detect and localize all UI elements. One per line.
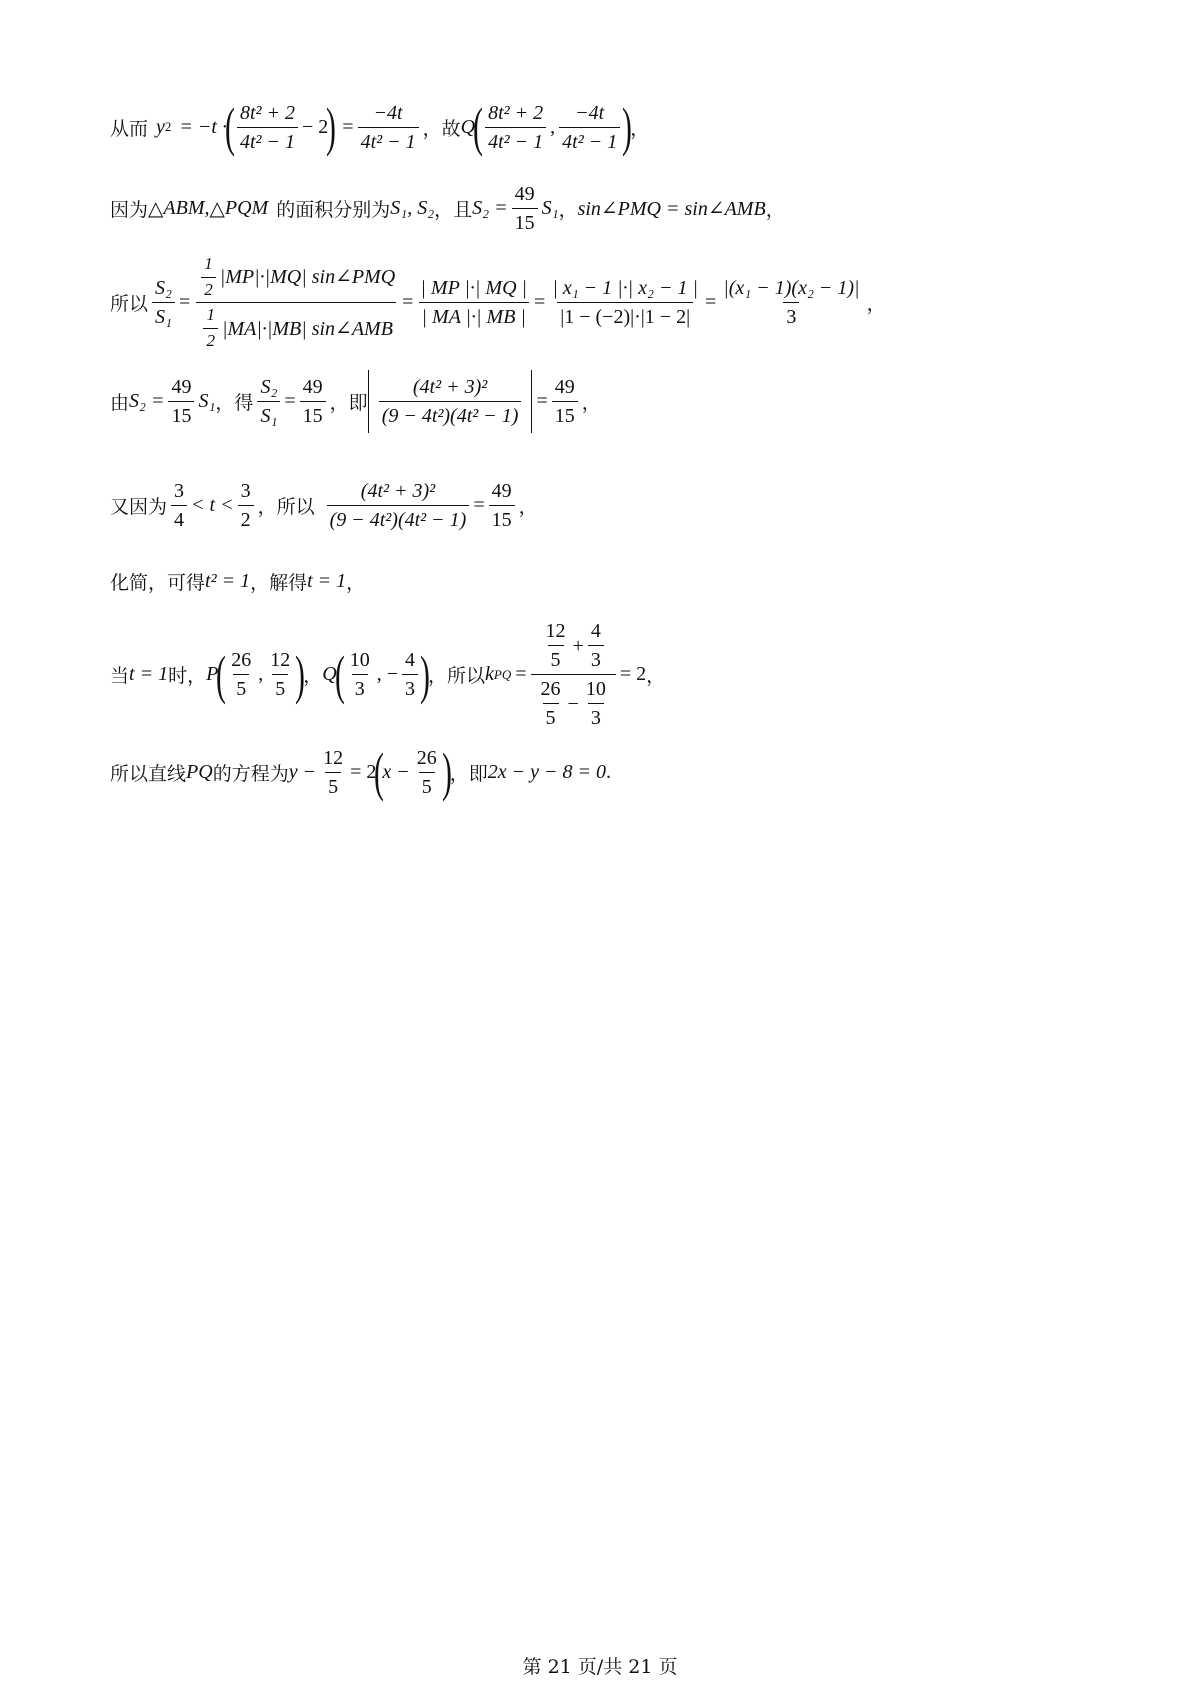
text: ， <box>866 293 886 316</box>
var-Q: Q <box>460 115 476 138</box>
line-2-areas <box>110 183 785 234</box>
text: ， <box>646 665 666 687</box>
math-text: − <box>567 692 579 715</box>
math-text: = <box>534 291 546 314</box>
text: ， <box>765 199 785 221</box>
math-text: = <box>515 663 527 685</box>
math-text: = <box>402 291 414 314</box>
math-text: = <box>473 494 485 516</box>
fraction: $\frac{\text{(4t² + 3)²}}{\text{(9 − 4t²)(4t² − 1)}}$ <box>379 376 522 427</box>
text: 时， <box>168 665 207 687</box>
fraction: $\frac{26}{5}$ <box>416 746 437 798</box>
text: 故 <box>441 117 461 140</box>
text: 又因为 <box>110 496 168 518</box>
text: 当 <box>110 665 130 687</box>
math-text: , − <box>376 663 399 685</box>
math-text: x − <box>382 760 410 783</box>
math-text: 2x − y − 8 = 0 <box>487 760 606 783</box>
fraction-complex: $\frac{1}{2}$ |MP|·|MQ| sin∠PMQ $\frac{1}{2}$ |MA|·|MB| sin∠AMB <box>194 255 398 351</box>
fraction: $\frac{\text{8t² + 2}}{\text{4t² − 1}}$ <box>485 102 546 153</box>
fraction: $\frac{26}{5}$ <box>231 649 252 700</box>
fraction: $\frac{4}{3}$ <box>402 649 418 700</box>
math-text: = −t · <box>179 115 227 138</box>
text: ，解得 <box>250 572 308 594</box>
math-text: S₁, S₂ <box>390 197 435 219</box>
text: 从而 <box>110 117 149 140</box>
sub: 2 <box>164 119 172 134</box>
math-text: = <box>178 291 191 314</box>
text: ，得 <box>215 392 254 414</box>
math-text: t = 1 <box>307 570 347 592</box>
math-text: = 2 <box>350 760 377 783</box>
math-text: , <box>258 663 264 685</box>
text: ，即 <box>329 392 368 414</box>
math-text: S₁ <box>541 197 559 219</box>
line-1-y2-expression: 从而 y 2 = −t · ( $\frac{\text{8t² + 2}}{\text{4t² − 1}}$ − 2 ) = $\frac{-4t}{\text{4t² − 1}}$ ， 故 Q ( $\frac{\text{8t² + 2}}{\text{4t² − 1}}$ , $\frac{-4t}{\text{4t² − 1}}$ ) ， <box>110 97 650 157</box>
fraction: $\frac{\text{(4t² + 3)²}}{\text{(9 − 4t²)(4t² − 1)}}$ <box>327 480 470 531</box>
line-7-points-slope: 当 t = 1 时， P ( $\frac{26}{5}$ , $\frac{12}{5}$ ) ， Q ( $\frac{10}{3}$ , − $\frac{4}{3}$ ) ，所以 k PQ = $\frac{12}{5}$ + $\frac{4}{3}$ $\frac{26}{5}$ − $\frac{10}{3}$ = 2 ， <box>110 620 666 729</box>
text: ，且 <box>434 199 473 221</box>
math-text: − 2 <box>302 115 329 138</box>
text: ， <box>558 199 578 221</box>
text: ， <box>346 572 366 594</box>
math-text: PQM <box>224 197 269 219</box>
text: 所以直线 <box>110 762 187 785</box>
math-text: + <box>572 634 584 657</box>
var-k: k <box>485 663 494 685</box>
fraction: $\frac{3}{2}$ <box>238 480 254 531</box>
var-y: y <box>156 115 165 138</box>
math-text: = <box>342 115 354 138</box>
fraction: $\frac{\text{S₂}}{\text{S₁}}$ <box>152 277 175 328</box>
fraction: $\frac{\text{S₂}}{\text{S₁}}$ <box>257 376 280 427</box>
text: ， <box>303 665 323 687</box>
text: 化简，可得 <box>110 572 206 594</box>
text: ，所以 <box>428 665 486 687</box>
math-text: S₂ = <box>129 390 165 412</box>
text: 的面积分别为 <box>276 199 391 221</box>
fraction: $\frac{12}{5}$ <box>270 649 291 700</box>
triangle-symbol: △ <box>148 198 164 220</box>
fraction: $\frac{12}{5}$ <box>323 746 344 798</box>
absolute-value <box>368 370 533 433</box>
math-text: sin∠PMQ = sin∠AMB <box>577 198 766 220</box>
math-text: , <box>550 115 556 138</box>
text: ，即 <box>449 762 488 785</box>
line-6-simplify <box>110 568 365 595</box>
text: 由 <box>110 392 130 414</box>
fraction: $\frac{\text{|(x₁ − 1)(x₂ − 1)|}}{3}$ <box>723 277 860 329</box>
math-text: PQ <box>186 760 213 783</box>
line-3-area-ratio <box>110 255 886 351</box>
text: 的方程为 <box>212 762 289 785</box>
line-4-condition <box>110 370 601 433</box>
line-5-range <box>110 480 538 531</box>
fraction: $\frac{\text{| x₁ − 1 |·| x₂ − 1 |}}{|1 - (-2)|\cdot|1 - 2|}$ <box>552 277 698 329</box>
page-footer: 第 21 页/共 21 页 <box>522 1656 678 1678</box>
fraction: $\frac{49}{15}$ <box>489 480 515 531</box>
fraction: $\frac{49}{15}$ <box>168 376 194 427</box>
text: ， <box>630 117 650 140</box>
fraction: $\frac{\text{8t² + 2}}{\text{4t² − 1}}$ <box>237 102 298 153</box>
math-text: |MA|·|MB| sin∠AMB <box>221 317 393 340</box>
fraction-complex: $\frac{12}{5}$ + $\frac{4}{3}$ $\frac{26}{5}$ − $\frac{10}{3}$ <box>531 620 616 729</box>
math-text: y − <box>288 760 317 783</box>
math-text: t² = 1 <box>205 570 251 592</box>
var-Q: Q <box>322 663 337 685</box>
fraction: $\frac{| MP |\cdot| MQ |}{| MA |\cdot| MB |}$ <box>420 277 528 329</box>
text: ， <box>581 392 601 414</box>
math-text: ABM <box>163 197 205 219</box>
fraction: $\frac{49}{15}$ <box>300 376 326 427</box>
math-text: = <box>704 291 717 314</box>
math-text: = <box>536 390 548 412</box>
fraction: $\frac{49}{15}$ <box>512 183 538 234</box>
text: ，所以 <box>257 496 315 518</box>
var-P: P <box>206 663 219 685</box>
fraction: $\frac{49}{15}$ <box>552 376 578 427</box>
math-text: S₁ <box>198 390 216 412</box>
text: ， <box>422 117 442 140</box>
sub: PQ <box>493 666 512 682</box>
fraction: $\frac{-4t}{\text{4t² − 1}}$ <box>358 102 419 153</box>
math-text: < t < <box>191 494 234 516</box>
math-text: = 2 <box>619 663 647 685</box>
line-8-line-equation: 所以直线 PQ 的方程为 y − $\frac{12}{5}$ = 2 ( x − $\frac{26}{5}$ ) ，即 2x − y − 8 = 0 . <box>110 742 611 802</box>
fraction: $\frac{-4t}{\text{4t² − 1}}$ <box>559 102 620 153</box>
fraction: $\frac{10}{3}$ <box>349 649 370 700</box>
math-text: t = 1 <box>129 663 169 685</box>
math-text: S₂ = <box>472 197 508 219</box>
text: ， <box>518 496 538 518</box>
fraction: $\frac{3}{4}$ <box>171 480 187 531</box>
math-text: = <box>284 390 296 412</box>
text: 因为 <box>110 199 149 221</box>
text: 所以 <box>110 293 149 316</box>
math-text: . <box>605 760 611 783</box>
math-text: |MP|·|MQ| sin∠PMQ <box>219 266 396 289</box>
math-text: , <box>204 197 210 219</box>
triangle-symbol: △ <box>209 198 225 220</box>
